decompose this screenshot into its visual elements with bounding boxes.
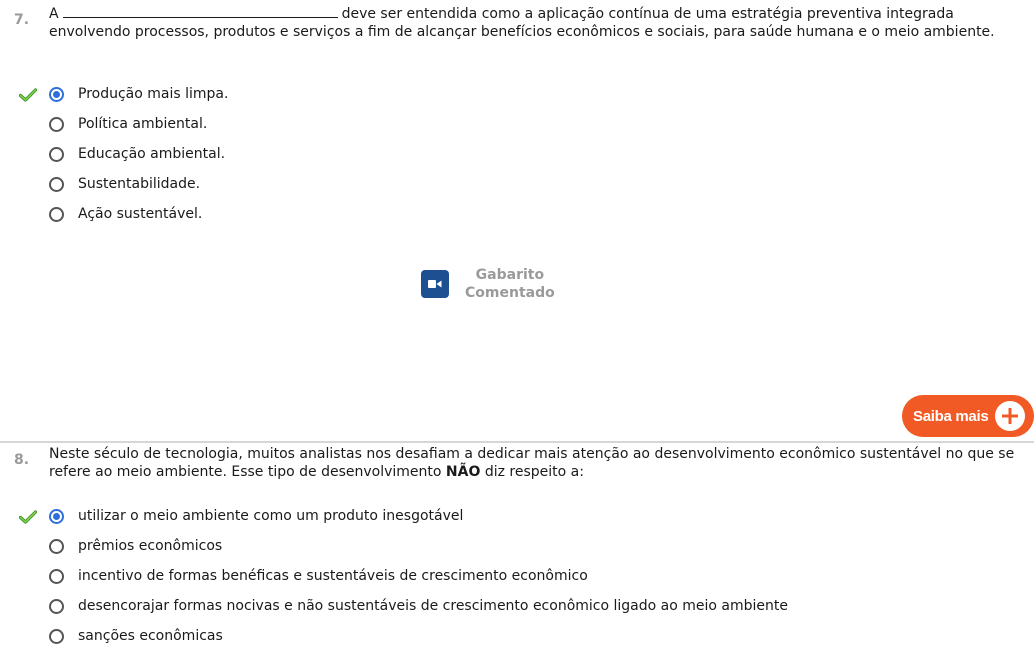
answer-option[interactable] (49, 505, 463, 527)
option-label: desencorajar formas nocivas e não sustentáveis de crescimento econômico ligado ao meio ambiente (78, 598, 788, 614)
answer-option[interactable] (49, 565, 588, 587)
radio-selected[interactable] (49, 509, 64, 524)
option-label: Política ambiental. (78, 116, 208, 132)
answer-option[interactable] (49, 143, 225, 165)
radio[interactable] (49, 599, 64, 614)
radio[interactable] (49, 117, 64, 132)
gabarito-comentado-button[interactable] (421, 266, 555, 302)
saiba-mais-button[interactable] (902, 395, 1034, 437)
answer-option[interactable] (49, 83, 228, 105)
radio[interactable] (49, 207, 64, 222)
question-text (49, 445, 1034, 481)
question-divider (0, 441, 1034, 443)
question-text-start: Neste século de tecnologia, muitos analistas nos desafiam a dedicar mais atenção ao desenvolvimento econômico sustentável no que se refere ao meio ambiente. Esse tipo de desenvolvimento (49, 446, 1015, 480)
saiba-mais-label: Saiba mais (913, 407, 989, 425)
answer-option[interactable] (49, 535, 222, 557)
question-text-end: diz respeito a: (484, 464, 584, 480)
radio[interactable] (49, 177, 64, 192)
option-label: prêmios econômicos (78, 538, 223, 554)
correct-check-icon (19, 510, 37, 524)
radio[interactable] (49, 147, 64, 162)
answer-option[interactable] (49, 113, 207, 135)
answer-option[interactable] (49, 625, 223, 647)
fill-in-blank (63, 5, 338, 18)
answer-option[interactable] (49, 203, 202, 225)
gabarito-line-1: Gabarito (475, 267, 545, 283)
question-text-end: deve ser entendida como a aplicação contínua de uma estratégia preventiva integrada envolvendo processos, produtos e serviços a fim de alcançar benefícios econômicos e sociais, para saúde humana e o meio ambiente. (49, 6, 995, 40)
option-label: Produção mais limpa. (78, 86, 229, 102)
option-label: sanções econômicas (78, 628, 223, 644)
answer-option[interactable] (49, 595, 788, 617)
radio[interactable] (49, 629, 64, 644)
radio[interactable] (49, 569, 64, 584)
question-number: 8. (14, 452, 30, 468)
question-text-start: A (49, 6, 59, 22)
video-camera-icon[interactable] (421, 270, 449, 298)
option-label: Educação ambiental. (78, 146, 226, 162)
option-label: Ação sustentável. (78, 206, 203, 222)
radio[interactable] (49, 539, 64, 554)
question-text (49, 5, 1034, 41)
question-number: 7. (14, 12, 30, 28)
option-label: incentivo de formas benéficas e sustentáveis de crescimento econômico (78, 568, 588, 584)
correct-check-icon (19, 88, 37, 102)
plus-icon (995, 401, 1025, 431)
gabarito-line-2: Comentado (465, 285, 555, 301)
question-emphasis: NÃO (445, 464, 481, 480)
option-label: utilizar o meio ambiente como um produto inesgotável (78, 508, 464, 524)
answer-option[interactable] (49, 173, 200, 195)
radio-selected[interactable] (49, 87, 64, 102)
gabarito-label[interactable] (465, 266, 555, 302)
option-label: Sustentabilidade. (78, 176, 201, 192)
